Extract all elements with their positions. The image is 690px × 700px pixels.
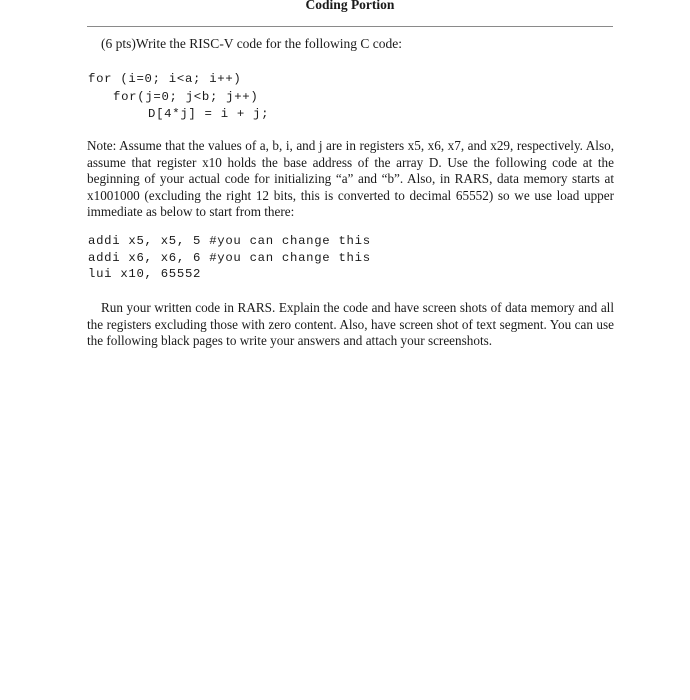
asm-code-line-init-b: addi x6, x6, 6 #you can change this <box>88 250 371 265</box>
c-code-block <box>88 71 269 124</box>
c-code-line-inner-loop: for(j=0; j<b; j++) <box>113 89 259 104</box>
c-code-line-outer-loop: for (i=0; i<a; i++) <box>88 72 242 86</box>
asm-code-line-lui: lui x10, 65552 <box>88 267 202 282</box>
c-code-line-assignment: D[4*j] = i + j; <box>148 107 270 121</box>
note-paragraph: Note: Assume that the values of a, b, i, and j are in registers x5, x6, x7, and x29, respectively. Also, assume that register x10 holds the base address of the array D. Use the following code at the beginning of your actual code for initializing “a” and “b”. Also, in RARS, data memory starts at x1001000 (excluding the right 12 bits, this is converted to decimal 65552) so we use load upper immediate as below to start from there: <box>87 138 614 220</box>
instructions-paragraph: Run your written code in RARS. Explain the code and have screen shots of data memory and all the registers excluding those with zero content. Also, have screen shot of text segment. You can use the following black pages to write your answers and attach your screenshots. <box>87 300 614 349</box>
asm-code-block <box>88 233 371 283</box>
section-heading: Coding Portion <box>305 0 395 12</box>
asm-code-line-init-a: addi x5, x5, 5 #you can change this <box>88 234 371 248</box>
heading-rule <box>87 26 613 27</box>
question-prompt: (6 pts)Write the RISC-V code for the following C code: <box>101 36 403 51</box>
